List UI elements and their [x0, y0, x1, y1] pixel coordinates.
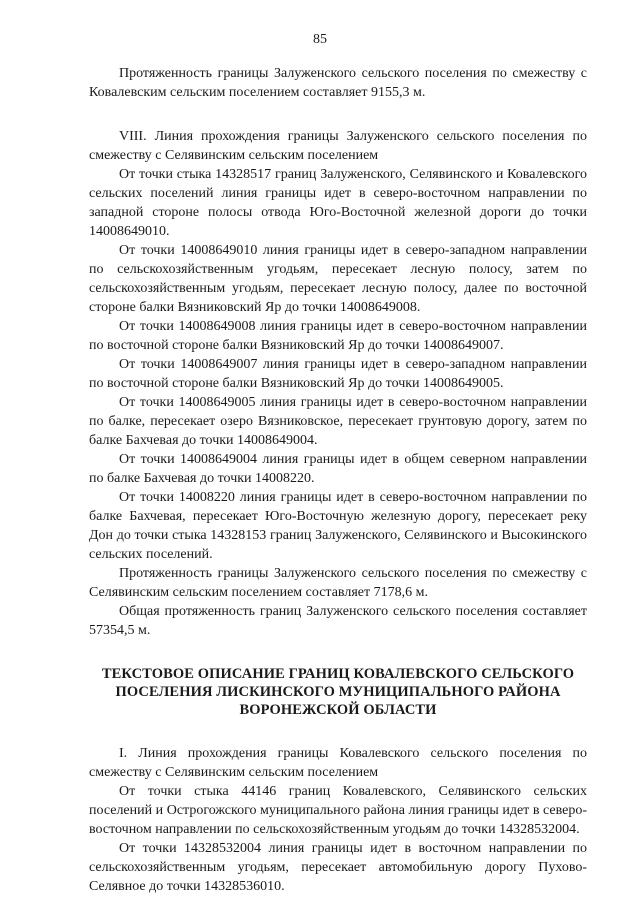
paragraph: От точки 14328532004 линия границы идет в восточном направлении по сельскохозяйственным угодьям, пересекает автомобильную дорогу Пухово-Селявное до точки 14328536010.: [89, 841, 587, 894]
page-number: 85: [313, 32, 327, 47]
paragraph: От точки 14008649004 линия границы идет в общем северном направлении по балке Бахчевая до точки 14008220.: [89, 452, 587, 486]
paragraph: От точки 14008649010 линия границы идет в северо-западном направлении по сельскохозяйственным угодьям, пересекает лесную полосу, затем по сельскохозяйственным угодьям, пересекает лесную полосу, далее по восточной стороне балки Вязниковский Яр до точки 14008649008.: [89, 243, 587, 315]
section-heading-paragraph: VIII. Линия прохождения границы Залуженского сельского поселения по смежеству с Селявинским сельским поселением: [89, 129, 587, 163]
paragraph: От точки 14008649005 линия границы идет в северо-восточном направлении по балке, пересекает озеро Вязниковское, пересекает грунтовую дорогу, затем по балке Бахчевая до точки 14008649004.: [89, 395, 587, 448]
paragraph: От точки стыка 44146 границ Ковалевского, Селявинского сельских поселений и Острогожского муниципального района линия границы идет в северо-восточном направлении по сельскохозяйственным угодьям до точки 14328532004.: [89, 784, 587, 837]
document-body: [89, 64, 587, 896]
document-title-heading: ТЕКСТОВОЕ ОПИСАНИЕ ГРАНИЦ КОВАЛЕВСКОГО СЕЛЬСКОГО ПОСЕЛЕНИЯ ЛИСКИНСКОГО МУНИЦИПАЛЬНОГО РАЙОНА ВОРОНЕЖСКОЙ ОБЛАСТИ: [101, 666, 575, 718]
paragraph: От точки стыка 14328517 границ Залуженского, Селявинского и Ковалевского сельских поселений линия границы идет в северо-восточном направлении по западной стороне полосы отвода Юго-Восточной железной дороги до точки 14008649010.: [89, 167, 587, 239]
section-heading-paragraph: I. Линия прохождения границы Ковалевского сельского поселения по смежеству с Селявинским сельским поселением: [89, 746, 587, 780]
paragraph: От точки 14008649008 линия границы идет в северо-восточном направлении по восточной стороне балки Вязниковский Яр до точки 14008649007.: [89, 319, 587, 353]
paragraph: От точки 14008649007 линия границы идет в северо-западном направлении по восточной стороне балки Вязниковский Яр до точки 14008649005.: [89, 357, 587, 391]
paragraph: Протяженность границы Залуженского сельского поселения по смежеству с Ковалевским сельским поселением составляет 9155,3 м.: [89, 66, 587, 100]
paragraph: Общая протяженность границ Залуженского сельского поселения составляет 57354,5 м.: [89, 604, 587, 638]
paragraph: От точки 14008220 линия границы идет в северо-восточном направлении по балке Бахчевая, пересекает Юго-Восточную железную дорогу, пересекает реку Дон до точки стыка 14328153 границ Залуженского, Селявинского и Высокинского сельских поселений.: [89, 490, 587, 562]
paragraph: Протяженность границы Залуженского сельского поселения по смежеству с Селявинским сельским поселением составляет 7178,6 м.: [89, 566, 587, 600]
